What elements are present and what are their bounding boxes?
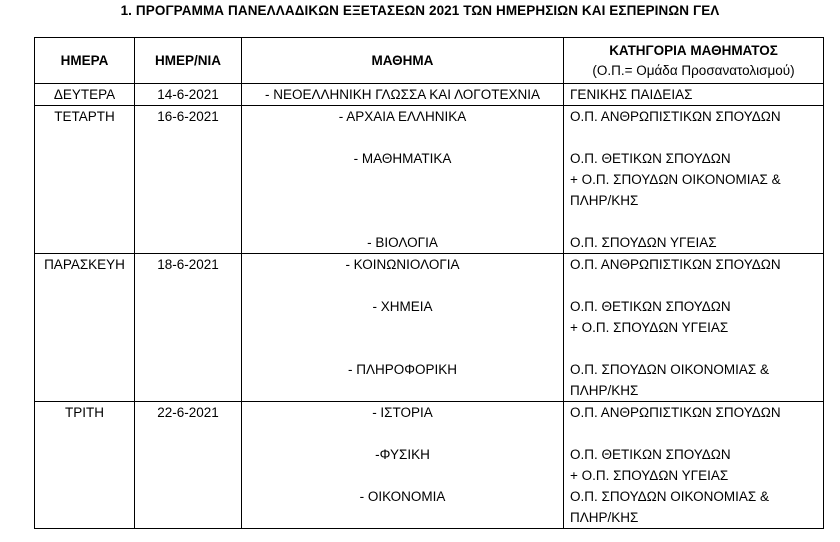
subject-line: - ΒΙΟΛΟΓΙΑ (367, 235, 438, 250)
date-cell: 18-6-2021 (135, 254, 242, 402)
table-row (35, 84, 824, 106)
subject-line (242, 169, 563, 190)
subject-line (242, 465, 563, 486)
subject-cell (242, 254, 564, 402)
subject-line: - ΑΡΧΑΙΑ ΕΛΛΗΝΙΚΑ (338, 109, 467, 124)
subject-line (242, 127, 563, 148)
category-line: Ο.Π. ΘΕΤΙΚΩΝ ΣΠΟΥΔΩΝ (570, 447, 731, 462)
table-row (35, 254, 824, 402)
subject-line (242, 380, 563, 401)
subject-line (242, 190, 563, 211)
subject-line (242, 275, 563, 296)
day-cell: ΔΕΥΤΕΡΑ (35, 84, 135, 106)
category-line (564, 211, 823, 232)
category-line: ΓΕΝΙΚΗΣ ΠΑΙΔΕΙΑΣ (570, 87, 693, 102)
subject-line (242, 338, 563, 359)
subject-cell (242, 84, 564, 106)
day-cell: ΠΑΡΑΣΚΕΥΗ (35, 254, 135, 402)
header-date: ΗΜΕΡ/ΝΙΑ (135, 38, 242, 84)
category-line: + Ο.Π. ΣΠΟΥΔΩΝ ΥΓΕΙΑΣ (570, 468, 729, 483)
category-line (564, 275, 823, 296)
category-line: Ο.Π. ΘΕΤΙΚΩΝ ΣΠΟΥΔΩΝ (570, 151, 731, 166)
category-line (564, 423, 823, 444)
category-line (564, 338, 823, 359)
category-line: + Ο.Π. ΣΠΟΥΔΩΝ ΟΙΚΟΝΟΜΙΑΣ & (570, 172, 781, 187)
subject-line: - ΧΗΜΕΙΑ (372, 299, 433, 314)
category-line: Ο.Π. ΣΠΟΥΔΩΝ ΟΙΚΟΝΟΜΙΑΣ & (570, 362, 769, 377)
document-title: 1. ΠΡΟΓΡΑΜΜΑ ΠΑΝΕΛΛΑΔΙΚΩΝ ΕΞΕΤΑΣΕΩΝ 2021 ΤΩΝ ΗΜΕΡΗΣΙΩΝ ΚΑΙ ΕΣΠΕΡΙΝΩΝ ΓΕΛ (120, 3, 720, 18)
header-category-title: ΚΑΤΗΓΟΡΙΑ ΜΑΘΗΜΑΤΟΣ (609, 42, 778, 58)
date-cell: 22-6-2021 (135, 402, 242, 529)
date-cell: 16-6-2021 (135, 106, 242, 254)
category-cell (564, 402, 824, 529)
category-line (564, 127, 823, 148)
category-line: Ο.Π. ΑΝΘΡΩΠΙΣΤΙΚΩΝ ΣΠΟΥΔΩΝ (570, 109, 781, 124)
category-line: ΠΛΗΡ/ΚΗΣ (570, 383, 639, 398)
subject-line: - ΟΙΚΟΝΟΜΙΑ (359, 489, 446, 504)
category-cell (564, 84, 824, 106)
table-row (35, 106, 824, 254)
category-cell (564, 106, 824, 254)
subject-line (242, 423, 563, 444)
table-row (35, 402, 824, 529)
subject-line: - ΝΕΟΕΛΛΗΝΙΚΗ ΓΛΩΣΣΑ ΚΑΙ ΛΟΓΟΤΕΧΝΙΑ (265, 87, 540, 102)
subject-line: - ΙΣΤΟΡΙΑ (372, 405, 433, 420)
category-line: Ο.Π. ΣΠΟΥΔΩΝ ΟΙΚΟΝΟΜΙΑΣ & (570, 489, 769, 504)
subject-line (242, 317, 563, 338)
subject-line: - ΠΛΗΡΟΦΟΡΙΚΗ (347, 362, 458, 377)
category-line: Ο.Π. ΑΝΘΡΩΠΙΣΤΙΚΩΝ ΣΠΟΥΔΩΝ (570, 257, 781, 272)
category-line: Ο.Π. ΑΝΘΡΩΠΙΣΤΙΚΩΝ ΣΠΟΥΔΩΝ (570, 405, 781, 420)
header-category-note: (Ο.Π.= Ομάδα Προσανατολισμού) (592, 62, 795, 78)
subject-line (242, 507, 563, 528)
category-line: + Ο.Π. ΣΠΟΥΔΩΝ ΥΓΕΙΑΣ (570, 320, 729, 335)
category-line: Ο.Π. ΘΕΤΙΚΩΝ ΣΠΟΥΔΩΝ (570, 299, 731, 314)
subject-line: - ΚΟΙΝΩΝΙΟΛΟΓΙΑ (345, 257, 460, 272)
subject-cell (242, 402, 564, 529)
header-row (35, 38, 824, 84)
category-cell (564, 254, 824, 402)
subject-line: -ΦΥΣΙΚΗ (375, 447, 430, 462)
exam-schedule-table (34, 37, 824, 529)
subject-line: - ΜΑΘΗΜΑΤΙΚΑ (353, 151, 452, 166)
day-cell: ΤΡΙΤΗ (35, 402, 135, 529)
header-category (564, 38, 824, 84)
subject-cell (242, 106, 564, 254)
subject-line (242, 211, 563, 232)
category-line: ΠΛΗΡ/ΚΗΣ (570, 510, 639, 525)
header-day: ΗΜΕΡΑ (35, 38, 135, 84)
category-line: ΠΛΗΡ/ΚΗΣ (570, 193, 639, 208)
category-line: Ο.Π. ΣΠΟΥΔΩΝ ΥΓΕΙΑΣ (570, 235, 717, 250)
table-header (35, 38, 824, 84)
day-cell: ΤΕΤΑΡΤΗ (35, 106, 135, 254)
date-cell: 14-6-2021 (135, 84, 242, 106)
header-subject: ΜΑΘΗΜΑ (242, 38, 564, 84)
